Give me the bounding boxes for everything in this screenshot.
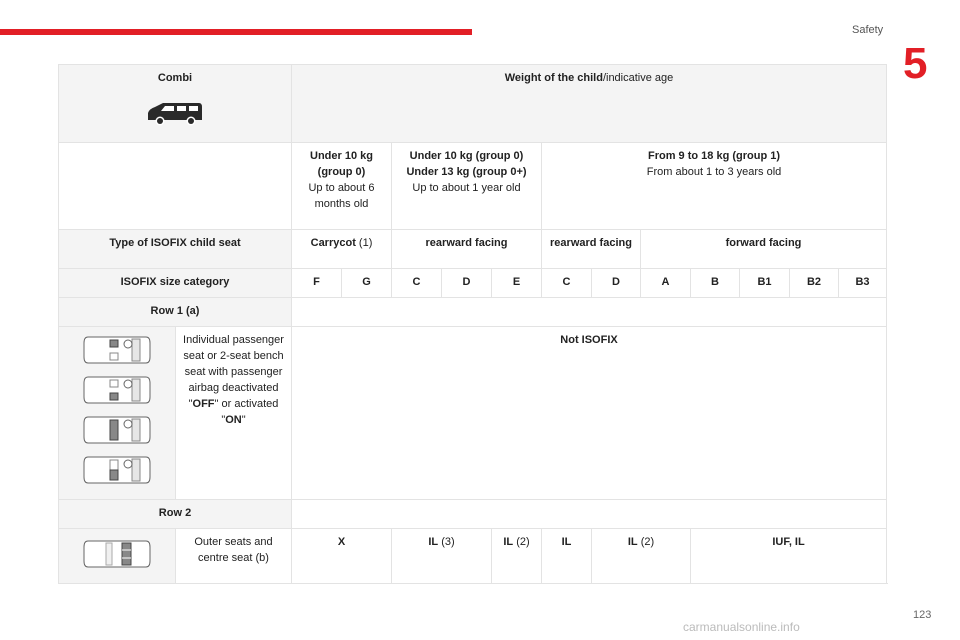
row2-value xyxy=(542,528,592,583)
row1-desc-mid: " or activated " xyxy=(214,397,279,426)
group1-weight: From 9 to 18 kg (group 1) xyxy=(648,150,781,162)
weight-header-bold: Weight of the child xyxy=(504,72,603,84)
row2-value-note: (2) xyxy=(637,535,655,548)
group0a-cell xyxy=(292,143,392,230)
size-cat: B1 xyxy=(740,269,790,298)
row2-value xyxy=(592,528,691,583)
vehicle-label: Combi xyxy=(157,72,193,84)
row2-value-text: X xyxy=(337,535,346,548)
chapter-number: 5 xyxy=(903,39,928,88)
section-title: Safety xyxy=(852,24,884,36)
rearward-facing-2: rearward facing xyxy=(542,230,641,269)
row2-value xyxy=(492,528,542,583)
group0plus-weight: Under 13 kg (group 0+) xyxy=(406,165,527,178)
group1-cell xyxy=(542,143,887,230)
size-cat: F xyxy=(292,269,342,298)
group0b-weight: Under 10 kg (group 0) xyxy=(409,150,524,162)
watermark[interactable]: carmanualsonline.info xyxy=(683,620,800,634)
header-accent-bar xyxy=(0,29,472,35)
row2-diagram xyxy=(59,528,176,583)
group0b-cell xyxy=(392,143,542,230)
row1-desc-text: Individual passenger seat or 2-seat bench seat with passenger airbag deactivated " xyxy=(183,333,284,410)
size-cat: E xyxy=(492,269,542,298)
row2-value-text: IL xyxy=(428,535,439,548)
size-cat: C xyxy=(542,269,592,298)
group1-age: From about 1 to 3 years old xyxy=(646,165,782,178)
not-isofix: Not ISOFIX xyxy=(292,326,887,499)
size-cat: B xyxy=(691,269,740,298)
page-number: 123 xyxy=(913,609,932,621)
on-label: ON xyxy=(225,413,242,426)
size-cat: D xyxy=(592,269,641,298)
carrycot-label: Carrycot xyxy=(310,237,356,249)
group0a-weight: Under 10 kg (group 0) xyxy=(310,150,373,178)
empty-cell xyxy=(59,143,292,230)
row2-spacer xyxy=(292,499,887,528)
size-cat: B2 xyxy=(790,269,839,298)
size-cat: D xyxy=(442,269,492,298)
row2-value xyxy=(691,528,887,583)
weight-header xyxy=(292,65,887,143)
row2-value xyxy=(392,528,492,583)
size-cat: C xyxy=(392,269,442,298)
row1-label: Row 1 (a) xyxy=(59,297,292,326)
type-label: Type of ISOFIX child seat xyxy=(59,230,292,269)
row1-diagrams xyxy=(59,326,176,499)
size-cat: G xyxy=(342,269,392,298)
vehicle-top-view-icon xyxy=(82,373,152,407)
row2-value-text: IL xyxy=(627,535,638,548)
group0a-age: Up to about 6 months old xyxy=(308,181,375,210)
vehicle-top-view-icon xyxy=(82,453,152,487)
carrycot-cell xyxy=(292,230,392,269)
row1-spacer xyxy=(292,297,887,326)
row2-value xyxy=(292,528,392,583)
row2-value-note: (3) xyxy=(438,535,455,548)
row2-value-note: (2) xyxy=(513,535,530,548)
row1-seat-desc xyxy=(176,326,292,499)
weight-header-rest: /indicative age xyxy=(602,72,674,84)
off-label: OFF xyxy=(192,397,215,410)
row2-label: Row 2 xyxy=(59,499,292,528)
row2-seat-desc: Outer seats and centre seat (b) xyxy=(176,528,292,583)
rearward-facing-1: rearward facing xyxy=(392,230,542,269)
vehicle-top-view-icon xyxy=(82,413,152,447)
row2-value-text: IL xyxy=(503,535,514,548)
row1-desc-post: " xyxy=(241,413,246,426)
size-cat: B3 xyxy=(839,269,887,298)
carrycot-note: (1) xyxy=(355,237,373,249)
row2-value-text: IL xyxy=(561,535,572,548)
vehicle-cell xyxy=(59,65,292,143)
row2-value-text: IUF, IL xyxy=(772,535,805,548)
vehicle-top-view-icon xyxy=(82,537,152,571)
size-label: ISOFIX size category xyxy=(59,269,292,298)
forward-facing: forward facing xyxy=(641,230,887,269)
vehicle-top-view-icon xyxy=(82,333,152,367)
isofix-table xyxy=(58,64,887,584)
van-icon xyxy=(146,101,204,127)
group0b-age: Up to about 1 year old xyxy=(412,181,521,194)
size-cat: A xyxy=(641,269,691,298)
